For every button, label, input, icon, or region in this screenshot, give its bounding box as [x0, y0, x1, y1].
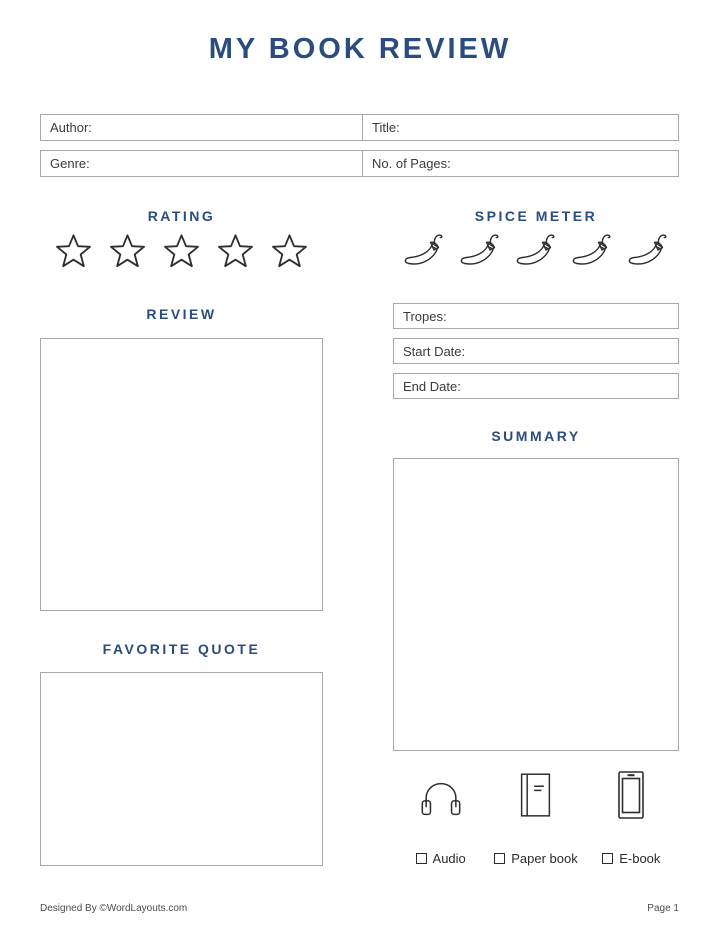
star-outline-icon[interactable] — [107, 231, 148, 271]
favorite-quote-text-box[interactable] — [40, 672, 323, 866]
rating-heading: RATING — [147, 208, 216, 224]
book-title-label: Title: — [372, 120, 400, 135]
review-heading: REVIEW — [146, 306, 217, 322]
review-text-box[interactable] — [40, 338, 323, 611]
footer-page-number: Page 1 — [647, 903, 679, 914]
chili-pepper-icon[interactable] — [623, 226, 673, 272]
author-label: Author: — [50, 120, 92, 135]
summary-heading: SUMMARY — [491, 428, 581, 444]
star-outline-icon[interactable] — [215, 231, 256, 271]
tropes-label: Tropes: — [403, 308, 447, 324]
paper-book-option[interactable] — [494, 851, 578, 866]
info-row-2 — [40, 150, 679, 177]
chili-pepper-icon[interactable] — [511, 226, 561, 272]
audio-label: Audio — [432, 851, 466, 866]
genre-field[interactable] — [41, 151, 363, 176]
spice-meter-chilis[interactable] — [393, 226, 679, 272]
ebook-checkbox[interactable] — [602, 853, 613, 864]
summary-text-box[interactable] — [393, 458, 679, 751]
footer-credit: Designed By ©WordLayouts.com — [40, 903, 188, 914]
start-date-label: Start Date: — [403, 343, 466, 359]
book-title-field[interactable] — [363, 115, 678, 140]
ebook-option[interactable] — [602, 851, 660, 866]
audio-checkbox[interactable] — [416, 853, 427, 864]
spice-meter-heading: SPICE METER — [474, 208, 598, 224]
page-footer — [40, 903, 679, 914]
tropes-field[interactable] — [393, 303, 679, 329]
pages-label: No. of Pages: — [372, 156, 451, 171]
book-format-options — [393, 764, 679, 866]
book-icon — [517, 764, 554, 820]
chili-pepper-icon[interactable] — [567, 226, 617, 272]
chili-pepper-icon[interactable] — [455, 226, 505, 272]
favorite-quote-heading: FAVORITE QUOTE — [102, 641, 261, 657]
star-outline-icon[interactable] — [53, 231, 94, 271]
format-ebook — [584, 764, 679, 866]
author-field[interactable] — [41, 115, 363, 140]
rating-stars[interactable] — [40, 231, 323, 271]
format-audio — [393, 764, 488, 866]
smartphone-icon — [616, 764, 646, 820]
paper-book-label: Paper book — [511, 851, 578, 866]
ebook-label: E-book — [619, 851, 661, 866]
end-date-field[interactable] — [393, 373, 679, 399]
end-date-label: End Date: — [403, 378, 461, 394]
chili-pepper-icon[interactable] — [399, 226, 449, 272]
start-date-field[interactable] — [393, 338, 679, 364]
headphones-icon — [418, 764, 464, 820]
genre-label: Genre: — [50, 156, 90, 171]
star-outline-icon[interactable] — [269, 231, 310, 271]
audio-option[interactable] — [416, 851, 466, 866]
page-title: MY BOOK REVIEW — [208, 33, 512, 65]
star-outline-icon[interactable] — [161, 231, 202, 271]
format-paper-book — [488, 764, 583, 866]
pages-field[interactable] — [363, 151, 678, 176]
info-row-1 — [40, 114, 679, 141]
paper-book-checkbox[interactable] — [494, 853, 505, 864]
